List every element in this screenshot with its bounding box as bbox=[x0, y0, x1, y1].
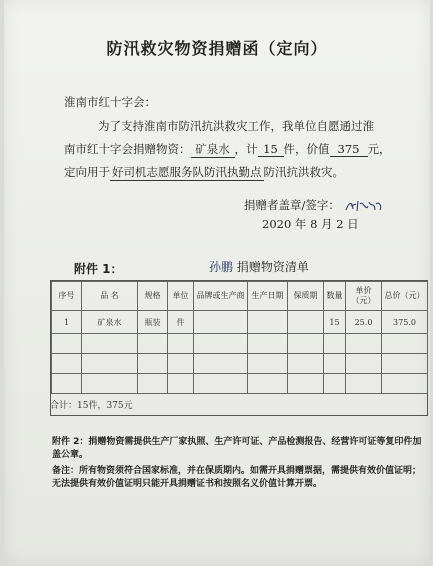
count-suffix: 件，价值 bbox=[283, 142, 330, 156]
cell-index: 1 bbox=[52, 311, 82, 334]
list-title bbox=[209, 258, 309, 275]
cell-production-date bbox=[248, 311, 288, 334]
header-unit: 单位 bbox=[168, 282, 194, 311]
letter-line-2 bbox=[64, 141, 391, 158]
cell-unit-price: 25.0 bbox=[346, 311, 382, 334]
list-title-handwritten: 孙鹏 bbox=[209, 260, 234, 274]
signature-line bbox=[244, 197, 384, 214]
header-brand: 品牌或生产商 bbox=[194, 282, 248, 311]
header-total-price: 总价（元） bbox=[382, 282, 428, 311]
count-prefix: ，计 bbox=[234, 142, 258, 156]
table-row-empty bbox=[52, 334, 428, 354]
cell-spec: 瓶装 bbox=[138, 311, 168, 334]
addressee: 淮南市红十字会： bbox=[64, 95, 156, 109]
recipient: 好司机志愿服务队防汛执勤点 bbox=[112, 165, 262, 179]
letter-line-3-prefix: 定向用于 bbox=[64, 165, 110, 179]
donated-value: 375 bbox=[330, 142, 368, 157]
header-quantity: 数量 bbox=[324, 282, 346, 311]
donated-item: 矿泉水 bbox=[191, 141, 235, 158]
letter-line-3 bbox=[64, 164, 344, 181]
header-production-date: 生产日期 bbox=[248, 282, 288, 311]
document-title: 防汛救灾物资捐赠函（定向） bbox=[106, 39, 328, 58]
value-suffix: 元， bbox=[367, 142, 391, 156]
letter-paper bbox=[4, 0, 430, 566]
signature-label: 捐赠者盖章/签字： bbox=[244, 198, 340, 212]
cell-shelf-life bbox=[288, 311, 324, 334]
letter-line-1: 为了支持淮南市防汛抗洪救灾工作，我单位自愿通过淮 bbox=[98, 119, 374, 133]
header-spec: 规格 bbox=[138, 282, 168, 311]
table-row-empty bbox=[52, 354, 428, 374]
header-unit-price: 单价（元） bbox=[346, 282, 382, 311]
handwritten-signature bbox=[344, 198, 384, 214]
cell-brand bbox=[194, 311, 248, 334]
donated-count: 15 bbox=[258, 142, 284, 157]
header-index: 序号 bbox=[52, 282, 82, 311]
notes-section bbox=[52, 436, 422, 491]
list-title-text: 捐赠物资清单 bbox=[236, 260, 309, 274]
cell-quantity: 15 bbox=[324, 311, 346, 334]
letter-line-2-prefix: 南市红十字会捐赠物资： bbox=[64, 142, 191, 156]
table-header-row bbox=[52, 282, 428, 311]
attachment-2-note: 附件 2：捐赠物资需提供生产厂家执照、生产许可证、产品检测报告、经营许可证等复印件加盖公章。 bbox=[52, 437, 422, 460]
cell-total-price: 375.0 bbox=[382, 311, 428, 334]
table-row-empty bbox=[52, 374, 428, 394]
attachment-1-label: 附件 1： bbox=[74, 262, 123, 276]
donation-table-frame bbox=[50, 280, 428, 416]
header-name: 品 名 bbox=[82, 282, 138, 311]
table-total: 合计：15件，375元 bbox=[50, 401, 133, 411]
letter-date: 2020 年 8 月 2 日 bbox=[262, 217, 359, 231]
cell-name: 矿泉水 bbox=[82, 311, 138, 334]
remark-note: 备注：所有物资须符合国家标准，并在保质期内。如需开具捐赠票据，需提供有效价值证明；无法提供有效价值证明只能开具捐赠证书和按照名义价值计算开票。 bbox=[52, 466, 422, 489]
header-shelf-life: 保质期 bbox=[288, 282, 324, 311]
donation-table bbox=[51, 281, 428, 394]
table-row bbox=[52, 311, 428, 334]
letter-line-3-suffix: 防汛抗洪救灾。 bbox=[263, 165, 344, 179]
cell-unit: 件 bbox=[168, 311, 194, 334]
